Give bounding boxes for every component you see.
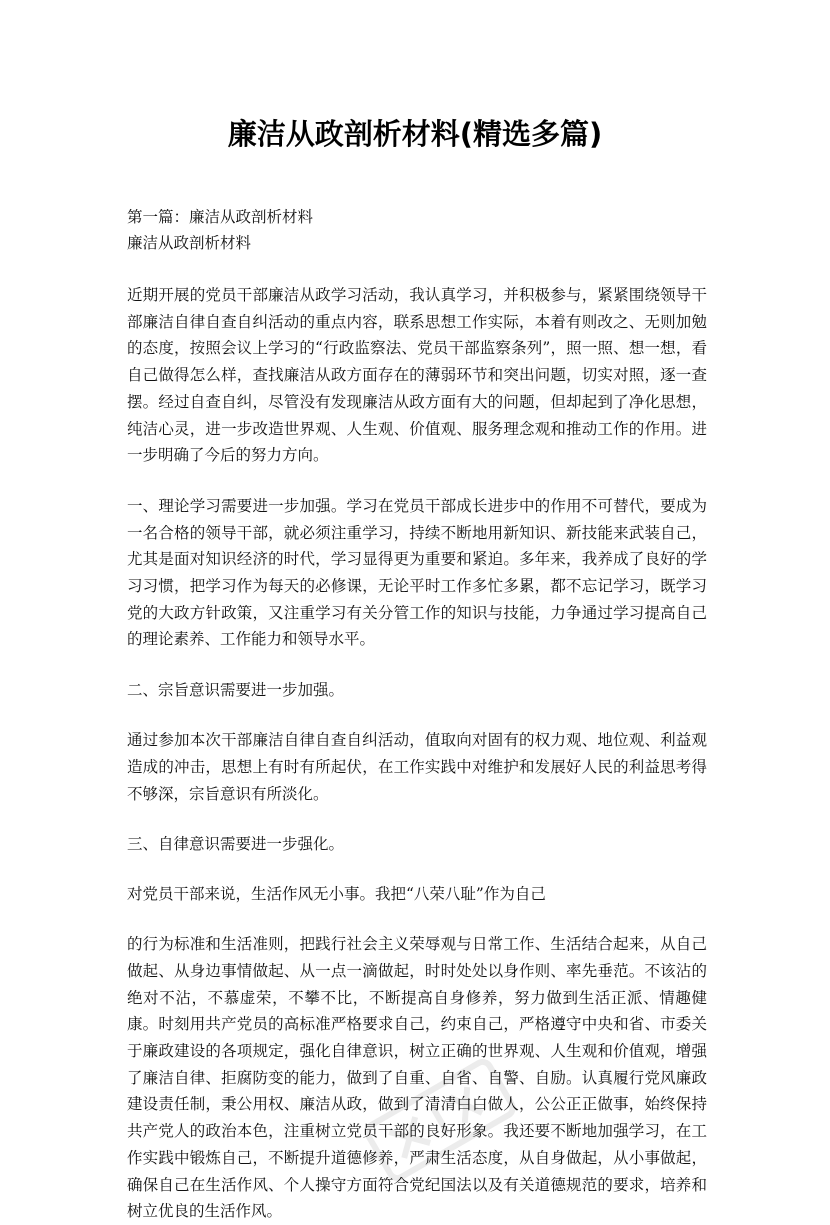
heading-self-discipline: 三、自律意识需要进一步强化。 — [127, 835, 345, 854]
paragraph-intro: 近期开展的党员干部廉洁从政学习活动，我认真学习，并积极参与，紧紧围绕领导干部廉洁自律自查自纠活动的重点内容，联系思想工作实际，本着有则改之、无则加勉的态度，按照会议上学习的“行政监察法、党员干部监察条列”，照一照、想一想，看自己做得怎么样，查找廉洁从政方面存在的薄弱环节和突出问题，切实对照，逐一查摆。经过自查自纠，尽管没有发现廉洁从政方面有大的问题，但却起到了净化思想，纯洁心灵，进一步改造世界观、人生观、价值观、服务理念观和推动工作的作用。进一步明确了今后的努力方向。 — [127, 286, 707, 465]
paragraph-conduct-standards: 的行为标准和生活准则，把践行社会主义荣辱观与日常工作、生活结合起来，从自己做起、从身边事情做起、从一点一滴做起，时时处处以身作则、率先垂范。不该沾的绝对不沾，不慕虚荣，不攀不比，不断提高自身修养，努力做到生活正派、情趣健康。时刻用共产党员的高标准严格要求自己，约束自己，严格遵守中央和省、市委关于廉政建设的各项规定，强化自律意识，树立正确的世界观、人生观和价值观，增强了廉洁自律、拒腐防变的能力，做到了自重、自省、自警、自励。认真履行党风廉政建设责任制，秉公用权、廉洁从政，做到了清清白白做人，公公正正做事，始终保持共产党人的政治本色，注重树立党员干部的良好形象。我还要不断地加强学习，在工作实践中锻炼自己，不断提升道德修养，严肃生活态度，从自身做起，从小事做起，确保自己在生活作风、个人操守方面符合党纪国法以及有关道德规范的要求，培养和树立优良的生活作风。 — [127, 935, 707, 1221]
section-heading: 第一篇：廉洁从政剖析材料 — [127, 208, 314, 226]
document-body — [127, 204, 707, 1225]
paragraph-life-style: 对党员干部来说，生活作风无小事。我把“八荣八耻”作为自己 — [127, 885, 546, 904]
paragraph-purpose-awareness: 通过参加本次干部廉洁自律自查自纠活动，值取向对固有的权力观、地位观、利益观造成的冲击，思想上有时有所起伏，在工作实践中对维护和发展好人民的利益思考得不够深，宗旨意识有所淡化。 — [127, 731, 707, 803]
section-subtitle: 廉洁从政剖析材料 — [127, 234, 252, 252]
paragraph-theory-study: 一、理论学习需要进一步加强。学习在党员干部成长进步中的作用不可替代，要成为一名合格的领导干部，就必须注重学习，持续不断地用新知识、新技能来武装自己，尤其是面对知识经济的时代，学习显得更为重要和紧迫。多年来，我养成了良好的学习习惯，把学习作为每天的必修课，无论平时工作多忙多累，都不忘记学习，既学习党的大政方针政策，又注重学习有关分管工作的知识与技能，力争通过学习提高自己的理论素养、工作能力和领导水平。 — [127, 496, 707, 649]
heading-purpose-awareness: 二、宗旨意识需要进一步加强。 — [127, 681, 345, 700]
document-title: 廉洁从政剖析材料(精选多篇) — [227, 117, 603, 151]
